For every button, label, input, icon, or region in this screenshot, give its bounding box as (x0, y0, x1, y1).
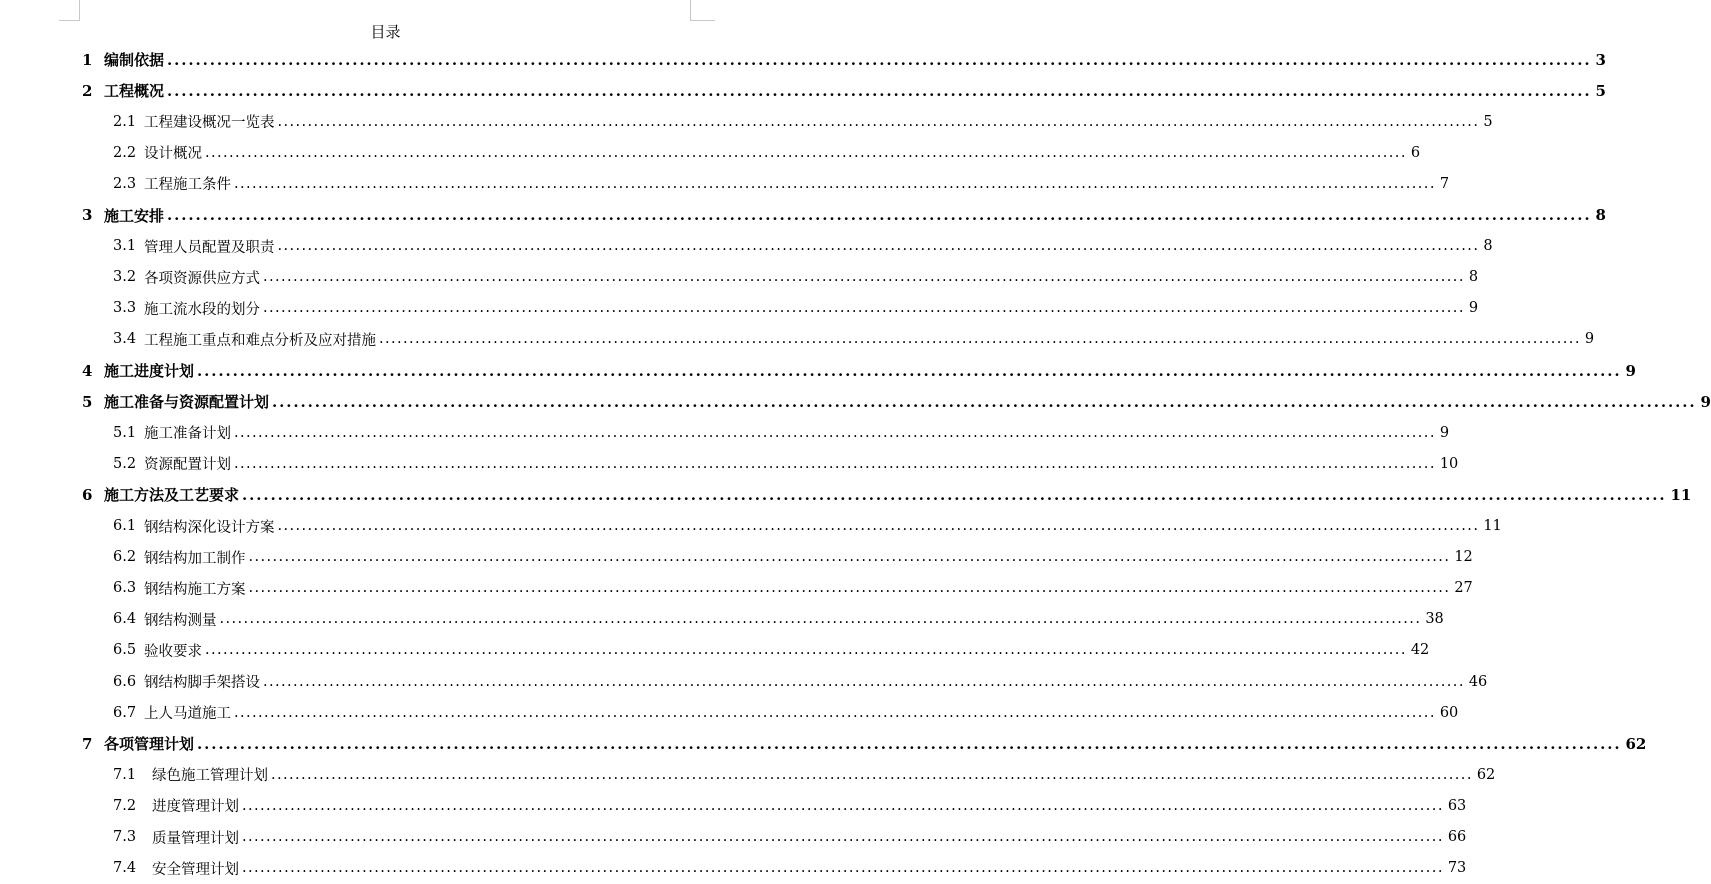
toc-page-number: 42 (1410, 642, 1430, 659)
toc-entry-title: 质量管理计划 (152, 830, 239, 847)
toc-entry-title: 工程建设概况一览表 (144, 115, 275, 132)
margin-corner-mark-left (59, 0, 80, 21)
toc-section-entry[interactable] (113, 666, 1488, 697)
toc-page-number: 12 (1454, 549, 1473, 566)
toc-dot-leader: ........................................................................................................................................................................................................ (277, 518, 1480, 534)
toc-entry-number: 6.7 (113, 704, 137, 721)
toc-dot-leader: ........................................................................................................................................................................................................ (248, 580, 1451, 597)
toc-page-number: 27 (1454, 580, 1473, 597)
toc-section-entry[interactable] (113, 853, 1467, 884)
toc-entry-title: 钢结构脚手架搭设 (144, 675, 260, 691)
toc-dot-leader: ........................................................................................................................................................................................................ (205, 144, 1407, 161)
toc-section-entry[interactable] (113, 168, 1450, 199)
toc-section-entry[interactable] (113, 511, 1502, 542)
toc-dot-leader: ........................................................................................................................................................................................................ (219, 611, 1422, 628)
toc-section-entry[interactable] (113, 822, 1467, 853)
toc-chapter-entry[interactable] (82, 75, 1606, 106)
toc-section-entry[interactable] (113, 106, 1493, 137)
toc-page-number: 7 (1439, 175, 1450, 192)
toc-entry-title: 安全管理计划 (152, 861, 239, 878)
toc-page-number: 38 (1425, 611, 1444, 628)
toc-entry-title: 施工流水段的划分 (144, 301, 260, 318)
toc-page-number: 46 (1468, 673, 1488, 690)
toc-dot-leader: ........................................................................................................................................................................................................ (197, 734, 1622, 753)
toc-page-number: 66 (1447, 829, 1467, 845)
toc-entry-number: 7 (82, 734, 93, 753)
toc-dot-leader: ........................................................................................................................................................................................................ (205, 642, 1407, 659)
toc-section-entry[interactable] (113, 697, 1459, 728)
toc-entry-number: 6.4 (113, 611, 137, 628)
toc-entry-number: 3 (82, 206, 93, 224)
toc-dot-leader: ........................................................................................................................................................................................................ (167, 50, 1592, 69)
toc-entry-title: 钢结构施工方案 (144, 581, 246, 598)
toc-page-number: 8 (1483, 238, 1493, 255)
toc-dot-leader: ........................................................................................................................................................................................................ (242, 797, 1444, 814)
toc-chapter-entry[interactable] (82, 728, 1647, 759)
toc-page-number: 9 (1439, 424, 1450, 441)
toc-title: 目录 (370, 23, 401, 41)
toc-entry-number: 3.4 (113, 331, 137, 348)
toc-entry-title: 验收要求 (144, 643, 202, 660)
toc-dot-leader: ........................................................................................................................................................................................................ (167, 81, 1592, 100)
toc-page-number: 8 (1595, 206, 1606, 224)
toc-entry-title: 管理人员配置及职责 (144, 239, 275, 256)
toc-entry-title: 上人马道施工 (144, 706, 231, 723)
toc-page-number: 10 (1439, 455, 1459, 472)
toc-page-number: 9 (1700, 392, 1711, 411)
toc-entry-title: 施工方法及工艺要求 (104, 486, 240, 505)
toc-page-number: 9 (1468, 300, 1479, 317)
toc-entry-number: 2.2 (113, 144, 137, 161)
toc-entry-number: 1 (82, 50, 93, 69)
toc-section-entry[interactable] (113, 137, 1421, 168)
toc-entry-number: 7.3 (113, 829, 137, 845)
toc-dot-leader: ........................................................................................................................................................................................................ (271, 766, 1473, 783)
toc-entry-number: 7.1 (113, 766, 137, 783)
toc-section-entry[interactable] (113, 324, 1595, 355)
toc-dot-leader: ........................................................................................................................................................................................................ (242, 485, 1667, 504)
toc-entry-title: 钢结构深化设计方案 (144, 519, 275, 536)
toc-entry-number: 6.1 (113, 518, 137, 534)
toc-dot-leader: ........................................................................................................................................................................................................ (248, 549, 1451, 566)
toc-section-entry[interactable] (113, 417, 1450, 448)
toc-dot-leader: ........................................................................................................................................................................................................ (234, 175, 1436, 192)
toc-entry-title: 工程概况 (104, 82, 165, 101)
toc-dot-leader: ........................................................................................................................................................................................................ (263, 300, 1465, 317)
toc-page-number: 11 (1670, 485, 1692, 504)
toc-section-entry[interactable] (113, 293, 1479, 324)
toc-page-number: 9 (1625, 361, 1636, 380)
toc-entry-title: 工程施工条件 (144, 177, 231, 194)
toc-entry-number: 7.4 (113, 860, 137, 877)
toc-entry-number: 5.1 (113, 424, 137, 441)
toc-chapter-entry[interactable] (82, 479, 1692, 510)
toc-entry-title: 工程施工重点和难点分析及应对措施 (144, 332, 376, 349)
toc-dot-leader: ........................................................................................................................................................................................................ (263, 673, 1465, 690)
toc-entry-title: 施工准备与资源配置计划 (104, 393, 270, 412)
toc-section-entry[interactable] (113, 604, 1444, 635)
toc-dot-leader: ........................................................................................................................................................................................................ (379, 331, 1581, 348)
toc-section-entry[interactable] (113, 759, 1496, 790)
toc-entry-number: 5.2 (113, 455, 137, 472)
toc-page-number: 9 (1584, 331, 1595, 348)
toc-entry-number: 7.2 (113, 797, 137, 814)
toc-page-number: 3 (1595, 50, 1606, 69)
toc-section-entry[interactable] (113, 231, 1493, 262)
toc-chapter-entry[interactable] (82, 44, 1606, 75)
toc-dot-leader: ........................................................................................................................................................................................................ (277, 238, 1480, 255)
toc-page-number: 5 (1595, 81, 1606, 100)
toc-dot-leader: ........................................................................................................................................................................................................ (277, 113, 1480, 130)
toc-page-number: 11 (1483, 518, 1502, 534)
toc-entry-title: 钢结构测量 (144, 612, 217, 629)
toc-entry-number: 4 (82, 361, 93, 380)
toc-dot-leader: ........................................................................................................................................................................................................ (234, 704, 1436, 721)
toc-entry-number: 2.1 (113, 113, 137, 130)
toc-dot-leader: ........................................................................................................................................................................................................ (167, 206, 1592, 224)
toc-entry-number: 2.3 (113, 175, 137, 192)
toc-entry-title: 资源配置计划 (144, 457, 231, 474)
toc-page-number: 63 (1447, 797, 1467, 814)
toc-entry-title: 各项管理计划 (104, 735, 195, 754)
toc-entry-title: 施工准备计划 (144, 426, 231, 443)
toc-entry-title: 进度管理计划 (152, 799, 239, 816)
toc-entry-number: 6.6 (113, 673, 137, 690)
toc-entry-title: 设计概况 (144, 146, 202, 163)
toc-chapter-entry[interactable] (82, 386, 1711, 417)
toc-section-entry[interactable] (113, 790, 1467, 821)
toc-chapter-entry[interactable] (82, 355, 1636, 386)
toc-dot-leader: ........................................................................................................................................................................................................ (242, 829, 1444, 845)
toc-dot-leader: ........................................................................................................................................................................................................ (197, 361, 1622, 380)
toc-entry-number: 3.2 (113, 269, 137, 286)
toc-entry-title: 绿色施工管理计划 (152, 768, 268, 785)
toc-dot-leader: ........................................................................................................................................................................................................ (272, 392, 1697, 411)
toc-entry-title: 施工进度计划 (104, 362, 195, 380)
toc-section-entry[interactable] (113, 448, 1459, 479)
toc-entry-number: 6 (82, 485, 93, 504)
toc-page-number: 60 (1439, 704, 1459, 721)
toc-entry-number: 3.3 (113, 300, 137, 317)
toc-page-number: 6 (1410, 144, 1421, 161)
toc-entry-number: 6.5 (113, 642, 137, 659)
toc-entry-number: 3.1 (113, 238, 137, 255)
toc-section-entry[interactable] (113, 573, 1473, 604)
toc-entry-number: 2 (82, 81, 93, 100)
toc-dot-leader: ........................................................................................................................................................................................................ (263, 269, 1465, 286)
toc-entry-title: 钢结构加工制作 (144, 550, 246, 567)
toc-page-number: 73 (1447, 860, 1467, 877)
toc-dot-leader: ........................................................................................................................................................................................................ (234, 455, 1436, 472)
toc-page-number: 62 (1476, 766, 1496, 783)
toc-chapter-entry[interactable] (82, 200, 1606, 231)
toc-entry-title: 各项资源供应方式 (144, 270, 260, 287)
toc-section-entry[interactable] (113, 262, 1479, 293)
toc-page-number: 62 (1625, 734, 1647, 753)
toc-entry-number: 5 (82, 392, 93, 411)
toc-page-number: 5 (1483, 113, 1493, 130)
margin-corner-mark-right (690, 0, 715, 21)
toc-entry-number: 6.3 (113, 580, 137, 597)
toc-entry-title: 编制依据 (104, 51, 165, 69)
toc-section-entry[interactable] (113, 635, 1430, 666)
toc-dot-leader: ........................................................................................................................................................................................................ (234, 424, 1436, 441)
toc-page-number: 8 (1468, 269, 1479, 286)
toc-entry-title: 施工安排 (104, 206, 165, 225)
toc-dot-leader: ........................................................................................................................................................................................................ (242, 860, 1444, 877)
toc-entry-number: 6.2 (113, 549, 137, 566)
toc-section-entry[interactable] (113, 542, 1473, 573)
